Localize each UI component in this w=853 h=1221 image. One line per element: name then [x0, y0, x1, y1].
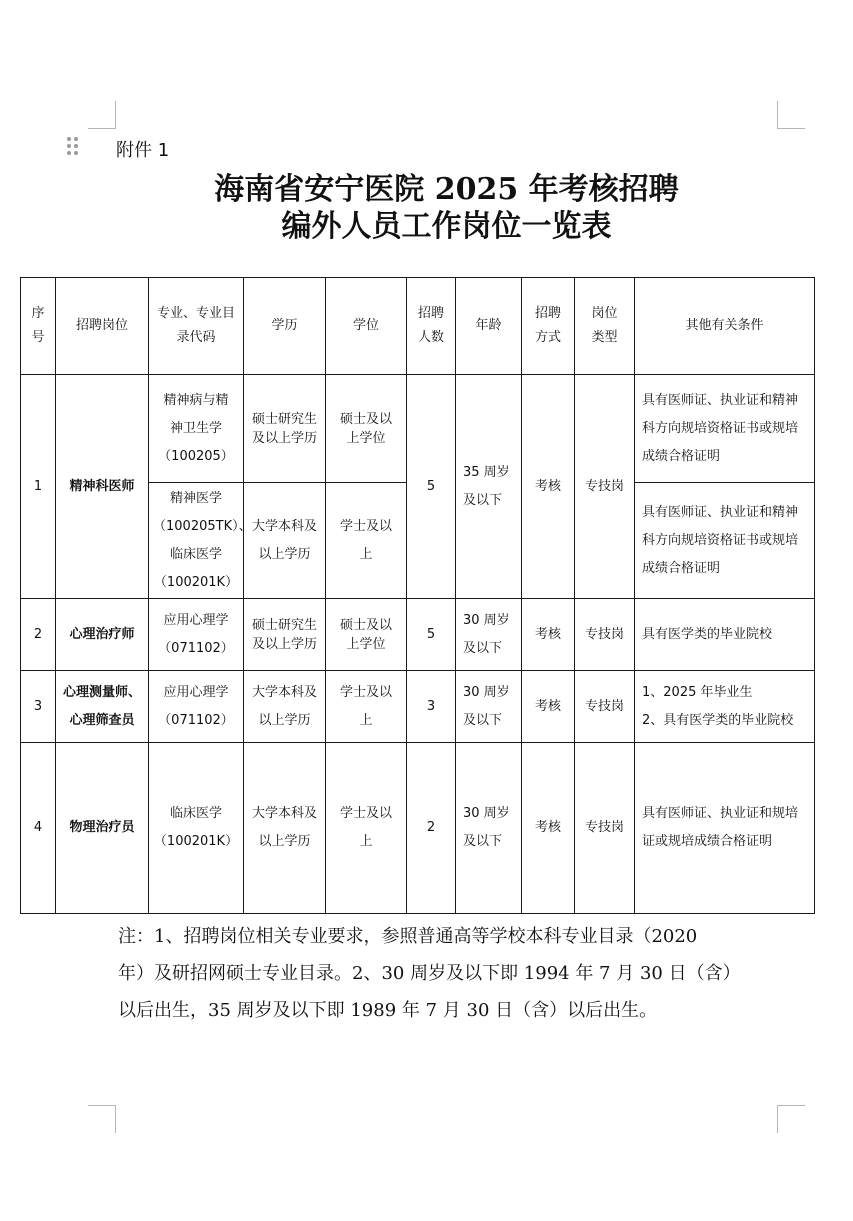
row3-education: 大学本科及 以上学历 [244, 671, 326, 743]
page-corner-mark-bottom-left [88, 1105, 116, 1133]
row4-post-type: 专技岗 [575, 743, 635, 914]
row1a-degree: 硕士及以 上学位 [326, 375, 407, 483]
footnote [118, 918, 788, 1029]
table-row [21, 375, 815, 483]
header-degree: 学位 [326, 278, 407, 375]
row2-method: 考核 [522, 599, 575, 671]
row4-count: 2 [407, 743, 456, 914]
row2-count: 5 [407, 599, 456, 671]
row2-post-type: 专技岗 [575, 599, 635, 671]
table-row [21, 743, 815, 914]
row1-post-type: 专技岗 [575, 375, 635, 599]
row3-seq: 3 [21, 671, 56, 743]
row1a-major: 精神病与精 神卫生学 （100205） [149, 375, 244, 483]
row4-degree: 学士及以 上 [326, 743, 407, 914]
row1-count: 5 [407, 375, 456, 599]
row4-conditions: 具有医师证、执业证和规培 证或规培成绩合格证明 [635, 743, 815, 914]
row4-education: 大学本科及 以上学历 [244, 743, 326, 914]
row2-position: 心理治疗师 [56, 599, 149, 671]
page-corner-mark-top-left [88, 101, 116, 129]
header-education: 学历 [244, 278, 326, 375]
header-major: 专业、专业目 录代码 [149, 278, 244, 375]
header-conditions: 其他有关条件 [635, 278, 815, 375]
row1-position: 精神科医师 [56, 375, 149, 599]
row3-post-type: 专技岗 [575, 671, 635, 743]
row3-age: 30 周岁 及以下 [456, 671, 522, 743]
header-count: 招聘 人数 [407, 278, 456, 375]
header-age: 年龄 [456, 278, 522, 375]
row2-education: 硕士研究生 及以上学历 [244, 599, 326, 671]
row4-seq: 4 [21, 743, 56, 914]
page-corner-mark-top-right [777, 101, 805, 129]
footnote-line: 年）及研招网硕士专业目录。2、30 周岁及以下即 1994 年 7 月 30 日（含） [118, 963, 741, 984]
header-seq: 序 号 [21, 278, 56, 375]
positions-table [20, 277, 815, 914]
header-post-type: 岗位 类型 [575, 278, 635, 375]
row3-method: 考核 [522, 671, 575, 743]
row2-degree: 硕士及以 上学位 [326, 599, 407, 671]
row3-position: 心理测量师、 心理筛查员 [56, 671, 149, 743]
table-row [21, 671, 815, 743]
row2-major: 应用心理学 （071102） [149, 599, 244, 671]
row1b-conditions: 具有医师证、执业证和精神 科方向规培资格证书或规培 成绩合格证明 [635, 483, 815, 599]
row1-seq: 1 [21, 375, 56, 599]
drag-handle-icon[interactable] [67, 137, 79, 157]
row3-conditions: 1、2025 年毕业生 2、具有医学类的毕业院校 [635, 671, 815, 743]
row1a-conditions: 具有医师证、执业证和精神 科方向规培资格证书或规培 成绩合格证明 [635, 375, 815, 483]
row2-seq: 2 [21, 599, 56, 671]
footnote-line: 以后出生，35 周岁及以下即 1989 年 7 月 30 日（含）以后出生。 [118, 1000, 658, 1021]
attachment-label: 附件 1 [116, 140, 170, 161]
row3-count: 3 [407, 671, 456, 743]
row4-major: 临床医学 （100201K） [149, 743, 244, 914]
document-title-line-1: 海南省安宁医院 2025 年考核招聘 [214, 172, 679, 207]
row1-method: 考核 [522, 375, 575, 599]
row4-position: 物理治疗员 [56, 743, 149, 914]
table-header-row [21, 278, 815, 375]
header-method: 招聘 方式 [522, 278, 575, 375]
row2-age: 30 周岁 及以下 [456, 599, 522, 671]
row2-conditions: 具有医学类的毕业院校 [635, 599, 815, 671]
row3-degree: 学士及以 上 [326, 671, 407, 743]
header-position: 招聘岗位 [56, 278, 149, 375]
footnote-line: 注：1、招聘岗位相关专业要求，参照普通高等学校本科专业目录（2020 [118, 926, 698, 947]
table-row [21, 599, 815, 671]
row1b-degree: 学士及以 上 [326, 483, 407, 599]
row1b-major: 精神医学 （100205TK）、 临床医学 （100201K） [149, 483, 244, 599]
row4-age: 30 周岁 及以下 [456, 743, 522, 914]
row1-age: 35 周岁 及以下 [456, 375, 522, 599]
document-title-line-2: 编外人员工作岗位一览表 [281, 209, 612, 244]
row1a-education: 硕士研究生 及以上学历 [244, 375, 326, 483]
row4-method: 考核 [522, 743, 575, 914]
page-corner-mark-bottom-right [777, 1105, 805, 1133]
row1b-education: 大学本科及 以上学历 [244, 483, 326, 599]
row3-major: 应用心理学 （071102） [149, 671, 244, 743]
